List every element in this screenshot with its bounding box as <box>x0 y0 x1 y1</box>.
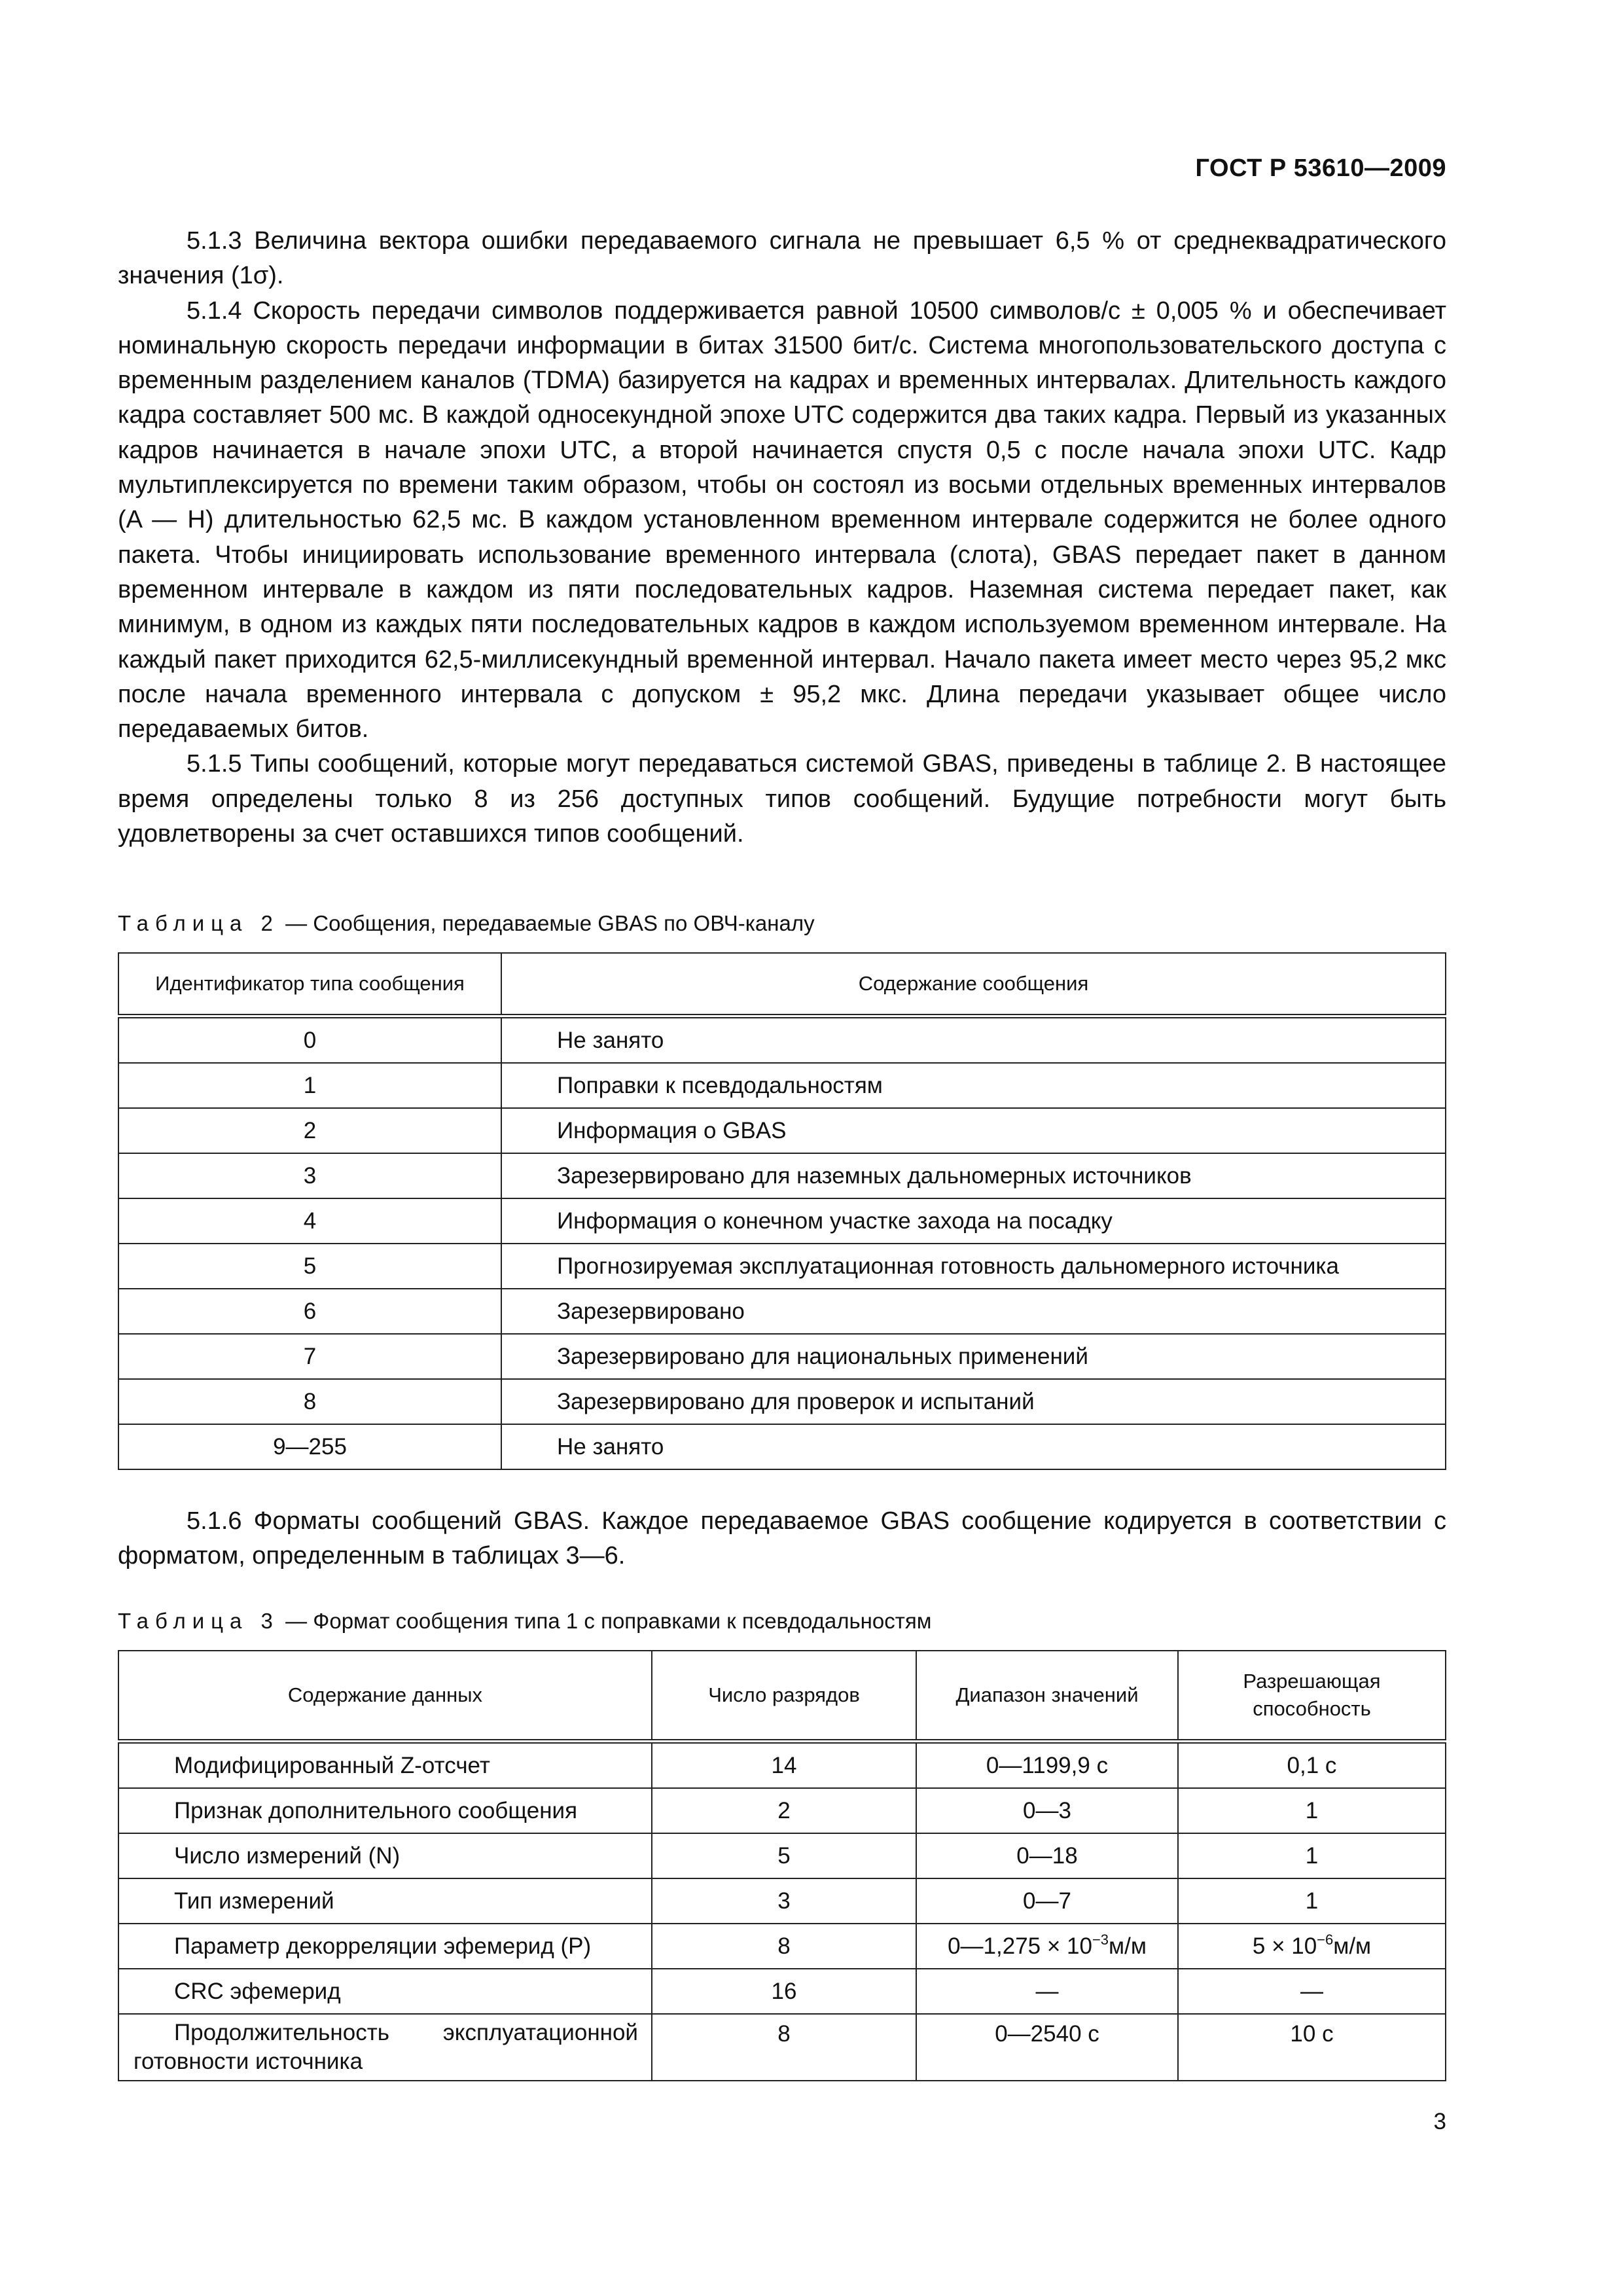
table2-cell-content: Зарезервировано для наземных дальномерных источников <box>501 1153 1446 1198</box>
table2-cell-id: 1 <box>118 1063 501 1108</box>
table2-cell-id: 4 <box>118 1198 501 1244</box>
table3-header-content: Содержание данных <box>118 1651 652 1742</box>
table2-cell-id: 5 <box>118 1244 501 1289</box>
table3-cell-range: — <box>916 1969 1178 2014</box>
table3-cell-content: Модифицированный Z-отсчет <box>118 1742 652 1789</box>
body-text <box>118 224 1446 852</box>
resolution-unit: м/м <box>1333 1933 1372 1959</box>
table3-cell-range: 0—1199,9 с <box>916 1742 1178 1789</box>
table-row <box>118 1063 1446 1108</box>
table2-cell-id: 6 <box>118 1289 501 1334</box>
table3-cell-resolution: 10 с <box>1178 2014 1446 2081</box>
table2-cell-content: Не занято <box>501 1016 1446 1064</box>
table3-header-range: Диапазон значений <box>916 1651 1178 1742</box>
table2-cell-content: Зарезервировано для проверок и испытаний <box>501 1379 1446 1424</box>
table-row <box>118 1016 1446 1064</box>
table3-cell-bits: 8 <box>652 1924 916 1969</box>
table3-cell-resolution: 1 <box>1178 1878 1446 1924</box>
table-row <box>118 1878 1446 1924</box>
table3-cell-bits: 16 <box>652 1969 916 2014</box>
table3-cell-range: 0—18 <box>916 1833 1178 1878</box>
table3-caption-label: Таблица 3 <box>118 1609 279 1633</box>
table3-header-bits: Число разрядов <box>652 1651 916 1742</box>
table2-caption-text: — Сообщения, передаваемые GBAS по ОВЧ-каналу <box>279 911 815 935</box>
table-row <box>118 1833 1446 1878</box>
table2-cell-content: Информация о GBAS <box>501 1108 1446 1153</box>
table3-cell-bits: 3 <box>652 1878 916 1924</box>
table3-cell-range <box>916 1924 1178 1969</box>
table2-header-content: Содержание сообщения <box>501 953 1446 1016</box>
body-text-516 <box>118 1504 1446 1574</box>
table2-cell-id: 0 <box>118 1016 501 1064</box>
table3-cell-resolution: — <box>1178 1969 1446 2014</box>
table-row <box>118 2014 1446 2081</box>
table-row <box>118 1742 1446 1789</box>
table-row <box>118 1379 1446 1424</box>
range-unit: м/м <box>1109 1933 1147 1959</box>
table2-cell-id: 8 <box>118 1379 501 1424</box>
table2-cell-content: Не занято <box>501 1424 1446 1469</box>
table2-header-id: Идентификатор типа сообщения <box>118 953 501 1016</box>
table2-cell-id: 3 <box>118 1153 501 1198</box>
table3 <box>118 1650 1446 2081</box>
table3-cell-resolution <box>1178 1924 1446 1969</box>
table2-cell-content: Информация о конечном участке захода на посадку <box>501 1198 1446 1244</box>
table3-cell-bits: 5 <box>652 1833 916 1878</box>
table3-caption-text: — Формат сообщения типа 1 с поправками к псевдодальностям <box>279 1609 932 1633</box>
table2-cell-content: Зарезервировано <box>501 1289 1446 1334</box>
table-row <box>118 1969 1446 2014</box>
table2-cell-content: Поправки к псевдодальностям <box>501 1063 1446 1108</box>
paragraph-5-1-6: 5.1.6 Форматы сообщений GBAS. Каждое передаваемое GBAS сообщение кодируется в соответствии с форматом, определенным в таблицах 3—6. <box>118 1507 1446 1570</box>
table-row <box>118 1924 1446 1969</box>
document-code: ГОСТ Р 53610—2009 <box>1195 154 1446 182</box>
table3-cell-resolution: 1 <box>1178 1833 1446 1878</box>
table-row <box>118 1334 1446 1379</box>
table3-cell-content: Параметр декорреляции эфемерид (P) <box>118 1924 652 1969</box>
table-row <box>118 1244 1446 1289</box>
table-row <box>118 1424 1446 1469</box>
table3-cell-content: Признак дополнительного сообщения <box>118 1788 652 1833</box>
table-row <box>118 1289 1446 1334</box>
table3-cell-content: Число измерений (N) <box>118 1833 652 1878</box>
table2-caption-label: Таблица 2 <box>118 911 279 935</box>
table2-caption <box>118 911 815 936</box>
table2-cell-id: 9—255 <box>118 1424 501 1469</box>
table2-cell-id: 7 <box>118 1334 501 1379</box>
table3-cell-bits: 2 <box>652 1788 916 1833</box>
table3-cell-content: Продолжительность эксплуатационной готовности источника <box>118 2014 652 2081</box>
table3-cell-resolution: 0,1 с <box>1178 1742 1446 1789</box>
resolution-exponent: −6 <box>1317 1931 1334 1948</box>
table3-cell-bits: 8 <box>652 2014 916 2081</box>
table3-cell-range: 0—2540 с <box>916 2014 1178 2081</box>
table-row <box>118 1788 1446 1833</box>
table3-cell-range: 0—7 <box>916 1878 1178 1924</box>
table2-cell-id: 2 <box>118 1108 501 1153</box>
paragraph-5-1-5: 5.1.5 Типы сообщений, которые могут передаваться системой GBAS, приведены в таблице 2. В настоящее время определены только 8 из 256 доступных типов сообщений. Будущие потребности могут быть удовлетворены за счет оставшихся типов сообщений. <box>118 750 1446 848</box>
table3-cell-content: CRC эфемерид <box>118 1969 652 2014</box>
table3-cell-content: Тип измерений <box>118 1878 652 1924</box>
table-row <box>118 1198 1446 1244</box>
resolution-base: 5 × 10 <box>1252 1933 1317 1959</box>
page-number: 3 <box>1433 2109 1446 2134</box>
table2-cell-content: Зарезервировано для национальных применений <box>501 1334 1446 1379</box>
paragraph-5-1-4: 5.1.4 Скорость передачи символов поддерживается равной 10500 символов/с ± 0,005 % и обеспечивает номинальную скорость передачи информации в битах 31500 бит/с. Система многопользовательского доступа с временным разделением каналов (TDMA) базируется на кадрах и временных интервалах. Длительность каждого кадра составляет 500 мс. В каждой односекундной эпохе UTC содержится два таких кадра. Первый из указанных кадров начинается в начале эпохи UTC, а второй начинается спустя 0,5 с после начала эпохи UTC. Кадр мультиплексируется по времени таким образом, чтобы он состоял из восьми отдельных временных интервалов (A — H) длительностью 62,5 мс. В каждом установленном временном интервале содержится не более одного пакета. Чтобы инициировать использование временного интервала (слота), GBAS передает пакет в данном временном интервале в каждом из пяти последовательных кадров. Наземная система передает пакет, как минимум, в одном из каждых пяти последовательных кадров в каждом используемом временном интервале. На каждый пакет приходится 62,5-миллисекундный временной интервал. Начало пакета имеет место через 95,2 мкс после начала временного интервала с допуском ± 95,2 мкс. Длина передачи указывает общее число передаваемых битов. <box>118 296 1446 744</box>
table3-header-resolution: Разрешающая способность <box>1178 1651 1446 1742</box>
table-row <box>118 1108 1446 1153</box>
table3-cell-resolution: 1 <box>1178 1788 1446 1833</box>
paragraph-5-1-3: 5.1.3 Величина вектора ошибки передаваемого сигнала не превышает 6,5 % от среднеквадратического значения (1σ). <box>118 227 1446 290</box>
table-row <box>118 1153 1446 1198</box>
table3-caption <box>118 1609 931 1634</box>
table2-cell-content: Прогнозируемая эксплуатационная готовность дальномерного источника <box>501 1244 1446 1289</box>
table3-cell-bits: 14 <box>652 1742 916 1789</box>
range-base: 0—1,275 × 10 <box>948 1933 1092 1959</box>
table2 <box>118 952 1446 1470</box>
table3-cell-range: 0—3 <box>916 1788 1178 1833</box>
range-exponent: −3 <box>1092 1931 1109 1948</box>
